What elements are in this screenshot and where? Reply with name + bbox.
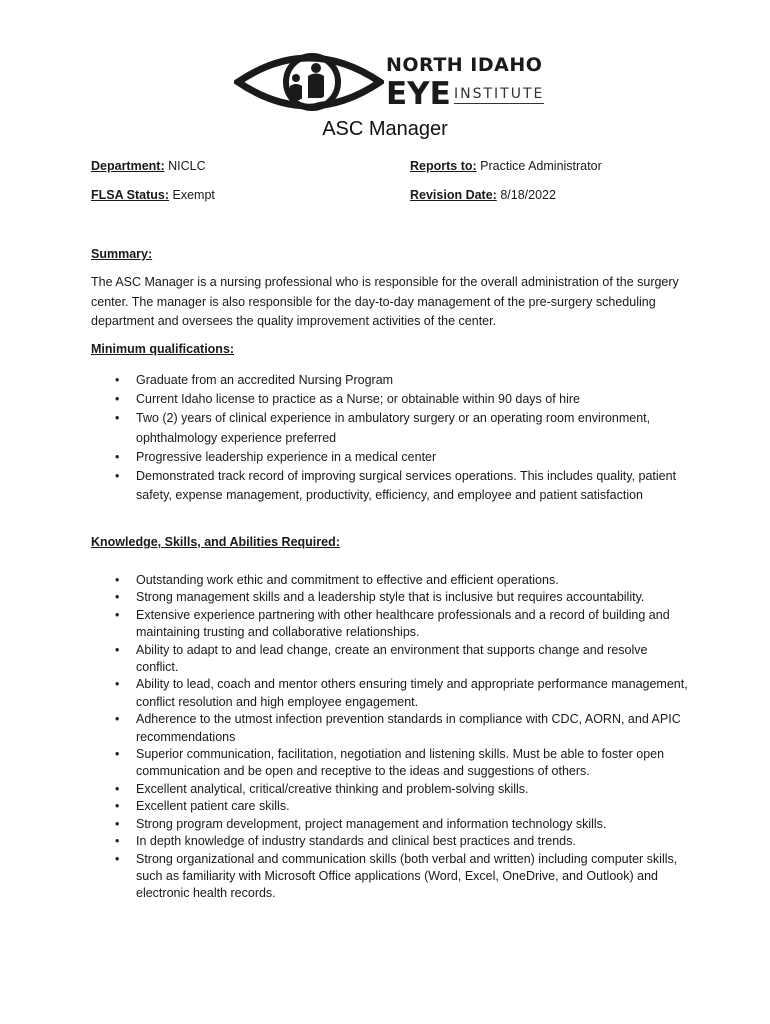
page-title: ASC Manager (322, 118, 448, 140)
list-item: • Excellent patient care skills. (91, 798, 691, 815)
list-item: • Outstanding work ethic and commitment to effective and efficient operations. (91, 572, 691, 589)
list-item: • Two (2) years of clinical experience in ambulatory surgery or an operating room environment, ophthalmology experience preferred (91, 409, 691, 447)
list-item: • Ability to adapt to and lead change, create an environment that supports change and resolve conflict. (91, 642, 691, 677)
summary-heading: Summary: (91, 247, 153, 261)
summary-text: The ASC Manager is a nursing professional who is responsible for the overall administration of the surgery center. The manager is also responsible for the day-to-day management of the pre-surgery scheduling department and oversees the quality improvement activities of the center. (91, 275, 679, 328)
list-item: • Current Idaho license to practice as a Nurse; or obtainable within 90 days of hire (91, 390, 691, 409)
list-item: • Ability to lead, coach and mentor others ensuring timely and appropriate performance management, conflict resolution and high employee engagement. (91, 676, 691, 711)
logo-line-1: NORTH IDAHO (386, 54, 543, 76)
list-item: • Strong organizational and communication skills (both verbal and written) including computer skills, such as familiarity with Microsoft Office applications (Word, Excel, OneDrive, and Outlook) and electronic health records. (91, 851, 691, 903)
department-row (91, 159, 206, 173)
revision-date-label: Revision Date: (410, 188, 497, 202)
revision-date-value: 8/18/2022 (500, 188, 556, 202)
flsa-label: FLSA Status: (91, 188, 170, 202)
ksa-heading: Knowledge, Skills, and Abilities Required: (91, 535, 340, 549)
reports-to-value: Practice Administrator (480, 159, 602, 173)
list-item: • Strong management skills and a leadership style that is inclusive but requires accountability. (91, 589, 691, 606)
logo-line-3: INSTITUTE (454, 86, 545, 102)
list-item: • Graduate from an accredited Nursing Program (91, 371, 691, 390)
department-label: Department: (91, 159, 165, 173)
min-qualifications-list (91, 371, 691, 505)
min-qualifications-heading: Minimum qualifications: (91, 342, 235, 356)
revision-date-row (410, 188, 556, 202)
eye-logo-icon (234, 42, 384, 122)
list-item: • Extensive experience partnering with other healthcare professionals and a record of building and maintaining trusting and collaborative relationships. (91, 607, 691, 642)
department-value: NICLC (168, 159, 206, 173)
list-item: • Strong program development, project management and information technology skills. (91, 816, 691, 833)
ksa-list (91, 572, 691, 903)
list-item: • Progressive leadership experience in a medical center (91, 448, 691, 467)
list-item: • Adherence to the utmost infection prevention standards in compliance with CDC, AORN, and APIC recommendations (91, 711, 691, 746)
reports-to-row (410, 159, 602, 173)
flsa-value: Exempt (172, 188, 215, 202)
list-item: • Superior communication, facilitation, negotiation and listening skills. Must be able to foster open communication and be open and receptive to the ideas and suggestions of others. (91, 746, 691, 781)
list-item: • In depth knowledge of industry standards and clinical best practices and trends. (91, 833, 691, 850)
list-item: • Excellent analytical, critical/creative thinking and problem-solving skills. (91, 781, 691, 798)
reports-to-label: Reports to: (410, 159, 477, 173)
list-item: • Demonstrated track record of improving surgical services operations. This includes quality, patient safety, expense management, productivity, efficiency, and employee and patient satisfaction (91, 467, 691, 505)
flsa-row (91, 188, 215, 202)
logo (234, 42, 544, 122)
logo-line-2: EYE (386, 76, 451, 112)
